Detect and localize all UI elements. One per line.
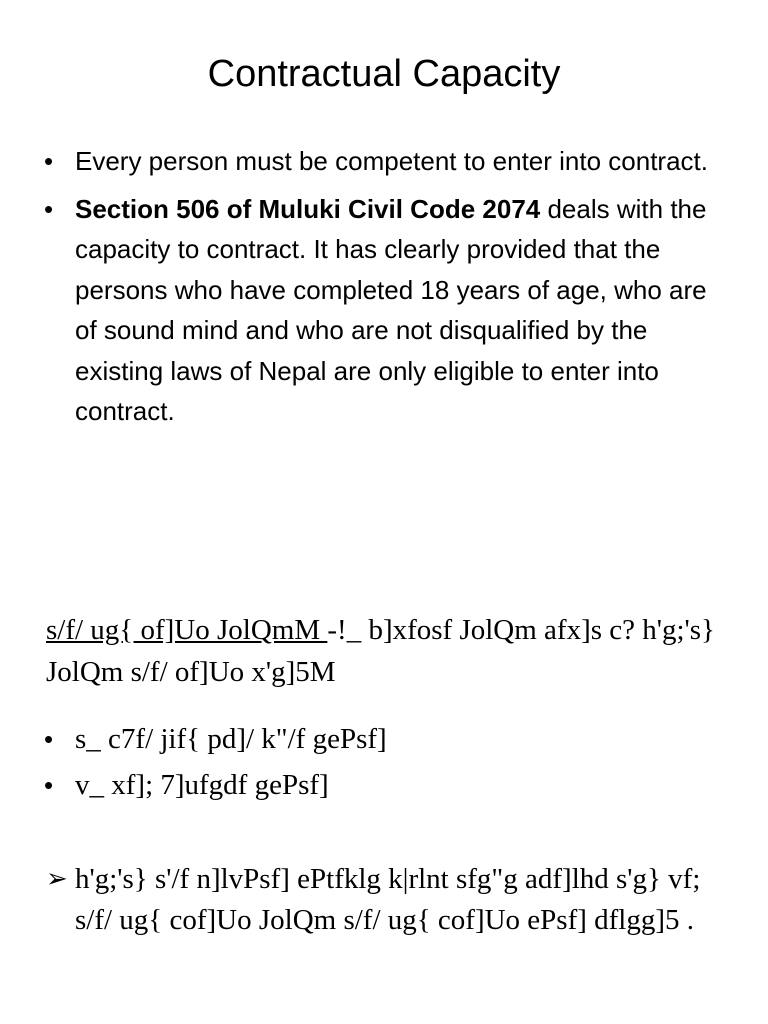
- arrow-bullet-icon: ➢: [46, 864, 68, 894]
- bullet-dot: •: [44, 193, 54, 224]
- sub-bullet-list: [44, 716, 734, 808]
- paragraph-heading: s/f/ ug{ of]Uo JolQmM: [46, 614, 328, 646]
- section-reference: Section 506 of Muluki Civil Code 2074: [75, 193, 541, 224]
- slide-title: Contractual Capacity: [207, 53, 561, 95]
- bullet-item: [44, 189, 734, 432]
- sub-bullet-text: s_ c7f/ jif{ pd]/ k"/f gePsf]: [75, 723, 387, 755]
- bullet-dot: •: [44, 146, 54, 176]
- sub-bullet-text: v_ xf]; 7]ufgdf gePsf]: [75, 769, 329, 801]
- sub-bullet-item: [44, 762, 734, 808]
- bullet-item: [44, 141, 734, 182]
- arrow-bullet-text: h'g;'s} s'/f n]lvPsf] ePtfklg k|rlnt sfg"g adf]lhd s'g} vf; s/f/ ug{ cof]Uo JolQm s/f/ ug{ cof]Uo ePsf] dflgg]5 .: [75, 863, 701, 936]
- sub-bullet-item: [44, 716, 734, 762]
- bullet-dot: •: [44, 724, 54, 754]
- arrow-bullet-item: [46, 859, 736, 941]
- bullet-text: Every person must be competent to enter into contract.: [75, 146, 708, 176]
- bullet-dot: •: [44, 770, 54, 800]
- bullet-list: [44, 141, 734, 439]
- preeti-paragraph: [46, 609, 736, 693]
- bullet-text: deals with the capacity to contract. It has clearly provided that the persons who have completed 18 years of age, who are of sound mind and who are not disqualified by the existing laws of Nepal are only eligible to enter into contract.: [75, 193, 707, 426]
- paragraph-text: -!_ b]xfosf JolQm afx]s c? h'g;'s} JolQm s/f/ of]Uo x'g]5M: [46, 614, 715, 688]
